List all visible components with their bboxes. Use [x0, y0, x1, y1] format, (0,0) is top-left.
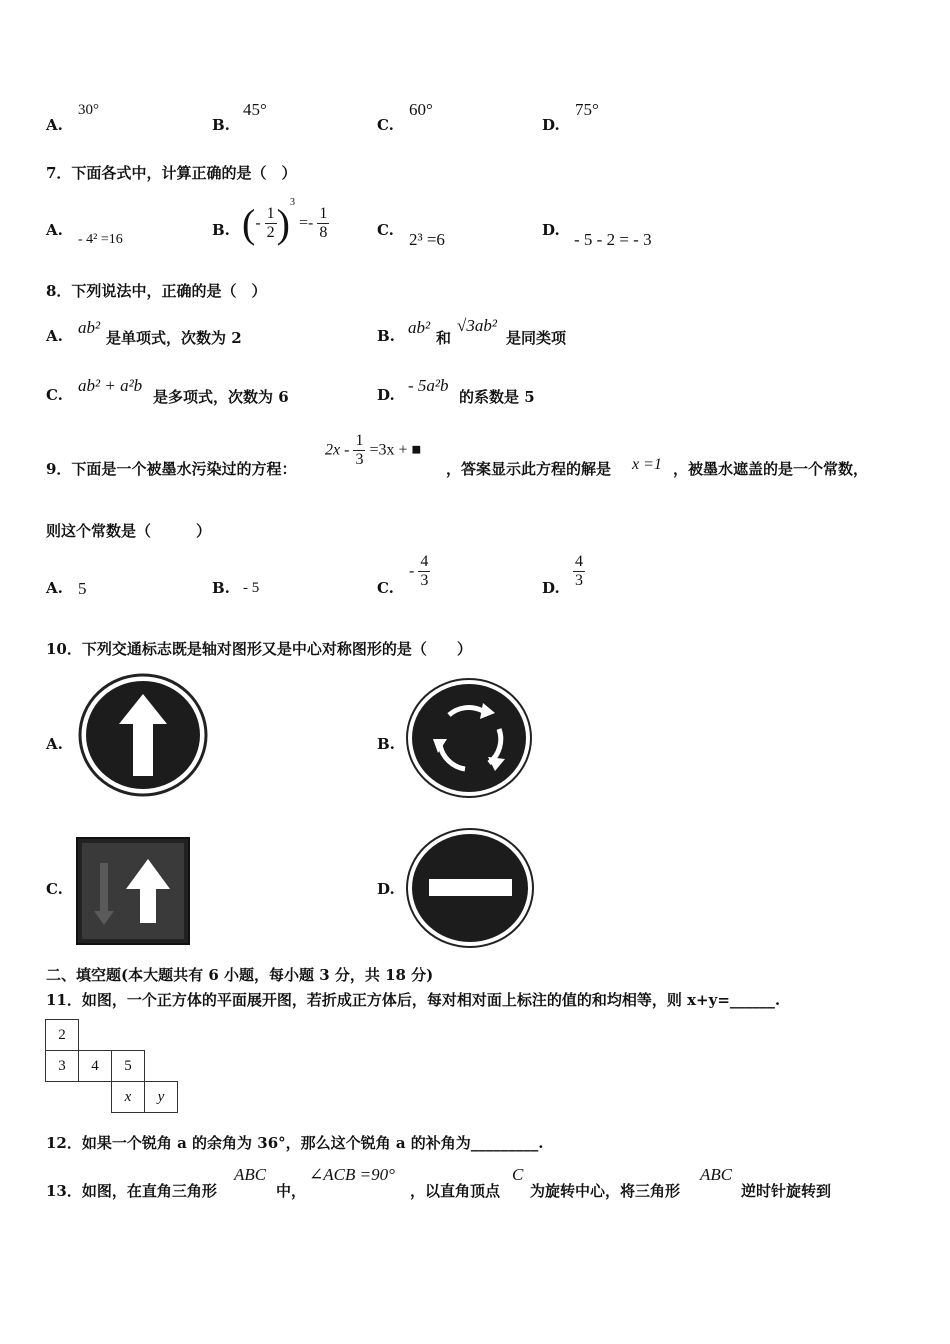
q13-math-c: C [512, 1165, 524, 1184]
q8-stem: 8．下列说法中，正确的是（ ） [46, 282, 267, 300]
q8-option-a-label: A. [46, 327, 63, 345]
q6-option-d-value: 75° [575, 100, 599, 119]
roundabout-sign-icon [405, 677, 533, 799]
q8-option-a-math: ab² [78, 318, 101, 337]
q7-option-d-label: D. [542, 221, 560, 239]
q13-math-abc: ABC [234, 1165, 267, 1184]
q13-stem-part2: 中， [276, 1182, 307, 1200]
q8-option-b-label: B. [377, 327, 395, 345]
q9-stem-part3: ，被墨水遮盖的是一个常数， [673, 460, 869, 478]
q8-option-d-text: 的系数是 5 [459, 388, 535, 406]
no-entry-sign-icon [405, 827, 535, 949]
q7-option-b-label: B. [212, 221, 230, 239]
q7-option-d-expr: - 5 - 2 = - 3 [574, 230, 652, 249]
q8-option-b-math1: ab² [408, 318, 431, 337]
q8-option-a-text: 是单项式，次数为 2 [106, 329, 242, 347]
net-cell: 4 [79, 1051, 112, 1082]
one-way-sign-icon [76, 837, 190, 945]
q9-stem-part4: 则这个常数是（ ） [46, 522, 212, 540]
ahead-only-sign-icon [76, 672, 210, 798]
q7-option-a-expr: - 4² =16 [78, 232, 123, 247]
q10-option-b-label: B. [377, 735, 395, 753]
q6-option-b-label: B. [212, 116, 230, 134]
q9-option-b-label: B. [212, 579, 230, 597]
q9-equation: 2x - $\frac{1}{3}$ =3x + ■ [325, 432, 422, 468]
q8-option-c-text: 是多项式，次数为 6 [153, 388, 289, 406]
q6-option-a-value: 30° [78, 102, 99, 118]
q8-option-b-mid: 和 [436, 329, 452, 347]
q9-stem-part1: 9．下面是一个被墨水污染过的方程： [46, 460, 297, 478]
q9-solution: x =1 [632, 456, 662, 473]
q10-option-c-label: C. [46, 880, 63, 898]
q9-option-b-value: - 5 [243, 580, 260, 596]
q6-option-b-value: 45° [243, 100, 267, 119]
q6-option-c-value: 60° [409, 100, 433, 119]
net-cell: y [145, 1082, 178, 1113]
q6-option-a-label: A. [46, 116, 63, 134]
q9-option-c-value: - $\frac{4}{3}$ [409, 553, 429, 589]
q7-stem: 7．下面各式中，计算正确的是（ ） [46, 164, 297, 182]
q10-option-a-label: A. [46, 735, 63, 753]
q10-stem: 10．下列交通标志既是轴对图形又是中心对称图形的是（ ） [46, 640, 472, 658]
q13-math-angle: ∠ACB =90° [309, 1165, 395, 1184]
net-cell: 3 [46, 1051, 79, 1082]
q13-stem-part4: 为旋转中心，将三角形 [530, 1182, 681, 1200]
q8-option-d-label: D. [377, 386, 395, 404]
q11-stem: 11．如图，一个正方体的平面展开图，若折成正方体后，每对相对面上标注的值的和均相等，则 x+y=______. [46, 991, 781, 1009]
q8-option-d-math: - 5a²b [408, 376, 449, 395]
cube-net-figure [45, 1019, 178, 1113]
q8-option-c-label: C. [46, 386, 63, 404]
q9-option-c-label: C. [377, 579, 394, 597]
q9-option-a-value: 5 [78, 579, 87, 598]
q7-option-c-expr: 2³ =6 [409, 230, 445, 249]
q13-stem-part5: 逆时针旋转到 [741, 1182, 832, 1200]
q8-option-c-math: ab² + a²b [78, 376, 143, 395]
q9-stem-part2: ，答案显示此方程的解是 [446, 460, 612, 478]
q12-stem: 12．如果一个锐角 a 的余角为 36°，那么这个锐角 a 的补角为_________. [46, 1134, 544, 1152]
q9-option-a-label: A. [46, 579, 63, 597]
q13-stem-part1: 13．如图，在直角三角形 [46, 1182, 217, 1200]
q13-stem-part3: ，以直角顶点 [410, 1182, 501, 1200]
q8-option-b-text: 是同类项 [506, 329, 567, 347]
q6-option-c-label: C. [377, 116, 394, 134]
q9-option-d-label: D. [542, 579, 560, 597]
net-cell: 2 [46, 1020, 79, 1051]
q9-option-d-value: $\frac{4}{3}$ [575, 553, 583, 589]
q8-option-b-math2: √3ab² [457, 316, 497, 335]
net-cell: x [112, 1082, 145, 1113]
q13-math-abc-2: ABC [700, 1165, 733, 1184]
q7-option-a-label: A. [46, 221, 63, 239]
q10-option-d-label: D. [377, 880, 395, 898]
q7-option-b-expr: (- $\frac{1}{2}$ )$^3$ =- $\frac{1}{8}$ [242, 196, 328, 246]
q6-option-d-label: D. [542, 116, 560, 134]
section-2-title: 二、填空题(本大题共有 6 小题，每小题 3 分，共 18 分) [46, 966, 434, 984]
net-cell: 5 [112, 1051, 145, 1082]
q7-option-c-label: C. [377, 221, 394, 239]
